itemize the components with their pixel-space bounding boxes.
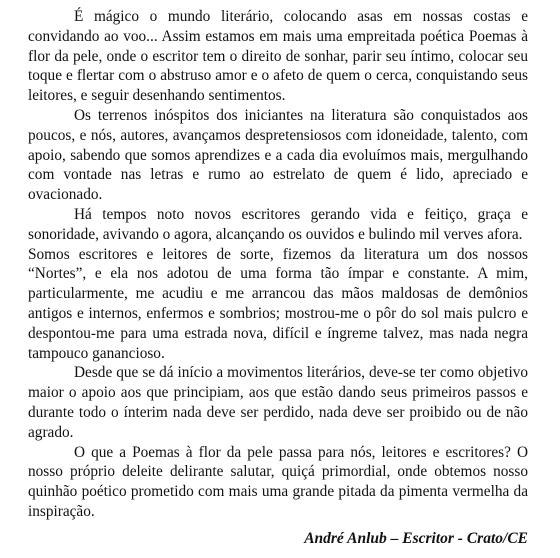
paragraph-2: Os terrenos inóspitos dos iniciantes na literatura são conquistados aos poucos, e nós, autores, avançamos despretensiosos com idoneidade, talento, com apoio, sabendo que somos aprendizes e a cada dia evoluímos mais, mergulhando com vontade nas letras e rumo ao estrelato de quem é lido, apreciado e ovacionado. [28, 106, 528, 204]
paragraph-5: Desde que se dá início a movimentos literários, deve-se ter como objetivo maior o apoio aos que principiam, aos que estão dando seus primeiros passos e durante todo o ínterim nada deve ser perdido, nada deve ser proibido ou de não agrado. [28, 364, 528, 441]
document-body [28, 7, 528, 522]
paragraph-1: É mágico o mundo literário, colocando asas em nossas costas e convidando ao voo... Assim estamos em mais uma empreitada poética Poemas à flor da pele, onde o escritor tem o direito de sonhar, parir seu íntimo, colocar seu toque e flertar com o abstruso amor e o afeto de quem o cerca, conquistando seus leitores, e seguir desenhando sentimentos. [28, 8, 528, 105]
paragraph-6: O que a Poemas à flor da pele passa para nós, leitores e escritores? O nosso próprio deleite delirante salutar, quiçá primordial, onde obtemos nosso quinhão poético prometido com mais uma grande pitada da pimenta vermelha da inspiração. [28, 443, 528, 520]
paragraph-3: Há tempos noto novos escritores gerando vida e feitiço, graça e sonoridade, avivando o agora, alcançando os ouvidos e bulindo mil verves afora. [28, 205, 528, 243]
paragraph-4: Somos escritores e leitores de sorte, fizemos da literatura um dos nossos “Nortes”, e ela nos adotou de uma forma tão ímpar e constante. A mim, particularmente, me acudiu e me arrancou das mãos maldosas de demônios antigos e internos, enfermos e sombrios; mostrou-me o pôr do sol mais pulcro e despontou-me para uma estrada nova, difícil e íngreme talvez, mas nada negra tampouco ganancioso. [28, 245, 528, 362]
author-signature: André Anlub – Escritor - Crato/CE [304, 530, 528, 547]
